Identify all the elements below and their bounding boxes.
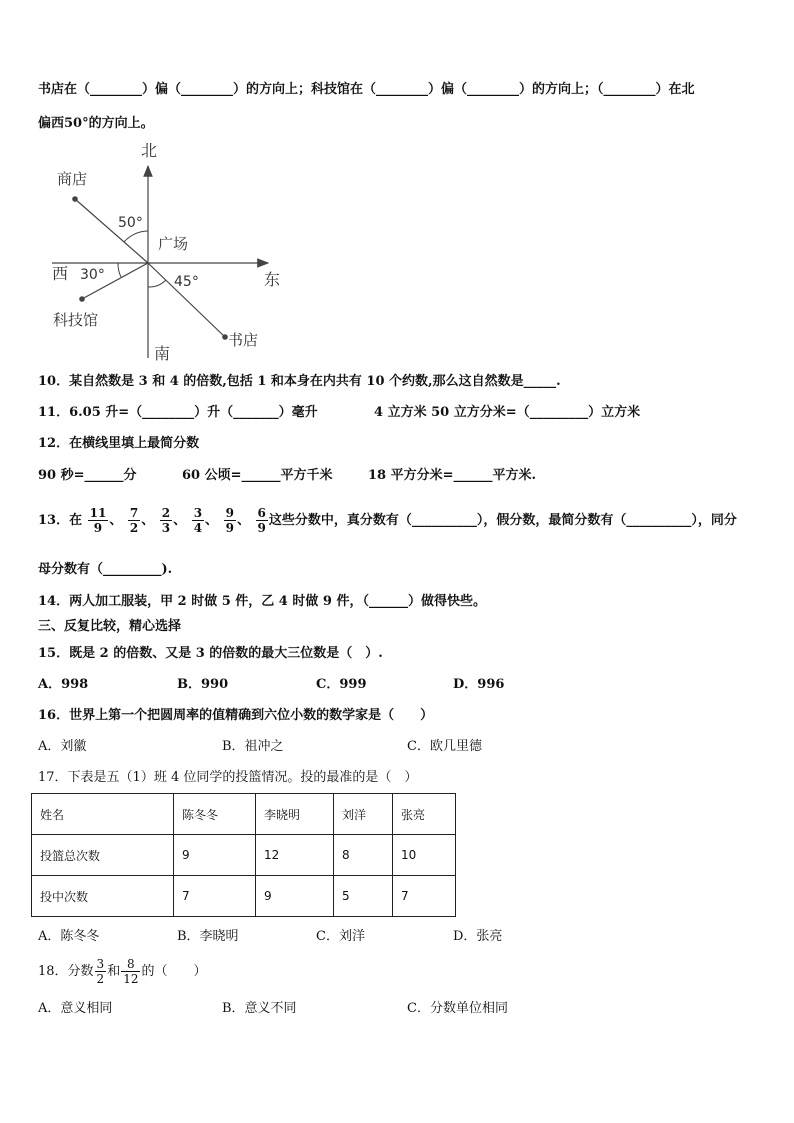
numerator: 3: [96, 957, 105, 971]
q14: 14．两人加工服装，甲 2 时做 5 件，乙 4 时做 9 件，（______）做得快些。: [38, 594, 486, 609]
q17-option-a[interactable]: A．陈冬冬: [38, 929, 100, 944]
denominator: 9: [93, 521, 103, 535]
q12-c: 18 平方分米=______平方米.: [368, 468, 537, 483]
label-tech: 科技馆: [53, 311, 99, 329]
q17-option-b[interactable]: B．李晓明: [177, 929, 239, 944]
section-3-title: 三、反复比较，精心选择: [38, 619, 182, 634]
table-cell: 7: [393, 876, 456, 917]
q18-fraction-1: [95, 957, 107, 986]
q17-option-d[interactable]: D．张亮: [453, 929, 503, 944]
q10: 10．某自然数是 3 和 4 的倍数,包括 1 和本身在内共有 10 个约数,那么这自然数是_____.: [38, 374, 561, 389]
table-cell: 8: [334, 835, 393, 876]
label-west: 西: [52, 264, 69, 283]
table-cell: 刘洋: [334, 794, 393, 835]
label-east: 东: [264, 270, 281, 289]
denominator: 2: [96, 972, 105, 986]
table-row: [32, 876, 456, 917]
q15-stem: 15．既是 2 的倍数、又是 3 的倍数的最大三位数是（ ）.: [38, 646, 383, 661]
q15-option-c[interactable]: C．999: [316, 677, 367, 692]
angle-arc-30: [118, 263, 121, 277]
q18-suffix: 的（ ）: [141, 964, 207, 979]
q13-fraction: [192, 506, 204, 535]
q13-prefix: 13．在: [38, 513, 83, 528]
numerator: 6: [257, 506, 266, 520]
numerator: 3: [193, 506, 203, 520]
table-cell: 张亮: [393, 794, 456, 835]
table-cell: 投中次数: [32, 876, 174, 917]
q18-and: 和: [107, 964, 121, 979]
angle-label-30: 30°: [80, 267, 105, 283]
separator: 、: [173, 513, 187, 528]
q16-option-c[interactable]: C．欧几里德: [407, 739, 482, 754]
q13-line1: [38, 503, 737, 539]
q15-option-d[interactable]: D．996: [453, 677, 505, 692]
q13-fraction: [160, 506, 172, 535]
numerator: 2: [161, 506, 171, 520]
angle-arc-50: [124, 231, 148, 242]
q16-option-b[interactable]: B．祖冲之: [222, 739, 284, 754]
q12-b: 60 公顷=______平方千米: [182, 468, 333, 483]
denominator: 9: [225, 521, 234, 535]
bookstore-point: [222, 334, 228, 340]
q15-option-a[interactable]: A．998: [38, 677, 89, 692]
separator: 、: [205, 513, 219, 528]
q13-fraction: [224, 506, 236, 535]
label-shop: 商店: [57, 170, 88, 188]
q18-prefix: 18．分数: [38, 964, 94, 979]
table-cell: 9: [256, 876, 334, 917]
q18-option-b[interactable]: B．意义不同: [222, 1001, 297, 1016]
angle-arc-45: [148, 280, 166, 287]
separator: 、: [141, 513, 155, 528]
q11-part1: 11．6.05 升=（________）升（_______）毫升: [38, 405, 318, 420]
denominator: 12: [123, 972, 139, 986]
q13-fraction: [128, 506, 140, 535]
shop-ray: [75, 199, 148, 263]
numerator: 11: [89, 506, 107, 520]
q16-stem: 16．世界上第一个把圆周率的值精确到六位小数的数学家是（ ）: [38, 708, 434, 723]
label-north: 北: [141, 141, 158, 160]
separator: 、: [236, 513, 250, 528]
q18-stem: [38, 954, 207, 990]
label-plaza: 广场: [158, 235, 189, 253]
table-row: [32, 794, 456, 835]
q11-part2: 4 立方米 50 立方分米=（_________）立方米: [374, 405, 641, 420]
q18-option-c[interactable]: C．分数单位相同: [407, 1001, 508, 1016]
score-table: [31, 793, 456, 917]
denominator: 2: [129, 521, 139, 535]
q18-option-a[interactable]: A．意义相同: [38, 1001, 113, 1016]
table-cell: 投篮总次数: [32, 835, 174, 876]
numerator: 7: [129, 506, 139, 520]
q13-fraction: [88, 506, 109, 535]
denominator: 9: [257, 521, 266, 535]
angle-label-50: 50°: [118, 215, 143, 231]
q17-stem: 17．下表是五（1）班 4 位同学的投篮情况。投的最准的是（ ）: [38, 770, 418, 785]
table-cell: 9: [174, 835, 256, 876]
table-cell: 李晓明: [256, 794, 334, 835]
tech-point: [79, 296, 85, 302]
q13-line2: 母分数有（_________).: [38, 562, 173, 577]
denominator: 4: [193, 521, 203, 535]
direction-diagram: [40, 136, 300, 366]
table-cell: 7: [174, 876, 256, 917]
q9-line1: 书店在（________）偏（________）的方向上；科技馆在（________）偏（________）的方向上；（________）在北: [38, 82, 695, 97]
q12-a: 90 秒=______分: [38, 468, 137, 483]
q15-option-b[interactable]: B．990: [177, 677, 229, 692]
table-cell: 12: [256, 835, 334, 876]
q18-fraction-2: [121, 957, 140, 986]
shop-point: [72, 196, 78, 202]
numerator: 8: [121, 957, 140, 972]
angle-label-45: 45°: [174, 274, 199, 290]
q9-line2: 偏西50°的方向上。: [38, 116, 154, 131]
q13-suffix: 这些分数中，真分数有（__________），假分数，最简分数有（__________），同分: [268, 513, 737, 528]
q17-option-c[interactable]: C．刘洋: [316, 929, 365, 944]
table-cell: 5: [334, 876, 393, 917]
label-bookstore: 书店: [228, 331, 259, 349]
q16-option-a[interactable]: A．刘徽: [38, 739, 87, 754]
q12-title: 12．在横线里填上最简分数: [38, 436, 200, 451]
table-row: [32, 835, 456, 876]
label-south: 南: [154, 344, 171, 363]
table-cell: 陈冬冬: [174, 794, 256, 835]
denominator: 3: [161, 521, 171, 535]
table-cell: 姓名: [32, 794, 174, 835]
separator: 、: [109, 513, 123, 528]
numerator: 9: [225, 506, 234, 520]
q13-fraction: [256, 506, 268, 535]
table-cell: 10: [393, 835, 456, 876]
